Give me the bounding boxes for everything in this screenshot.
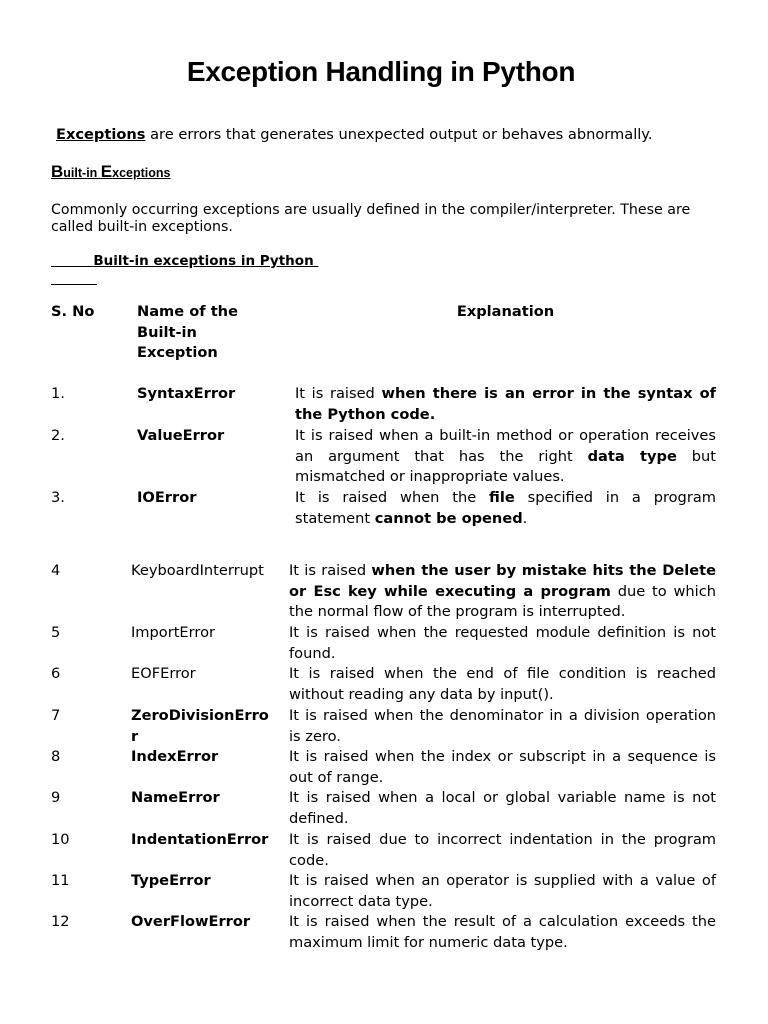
exception-name: IndexError bbox=[131, 748, 219, 765]
row-number: 11 bbox=[51, 872, 70, 889]
intro-term: Exceptions bbox=[56, 126, 146, 143]
exception-name: NameError bbox=[131, 789, 220, 806]
description-paragraph: Commonly occurring exceptions are usually defined in the compiler/interpreter. These are called built-in exceptions. bbox=[51, 202, 691, 235]
page-title: Exception Handling in Python bbox=[186, 56, 576, 87]
explanation-segment: due to which the normal flow of the program is interrupted. bbox=[289, 582, 716, 621]
row-number: 9 bbox=[51, 789, 61, 806]
exception-name: ZeroDivisionError bbox=[131, 707, 269, 745]
exception-explanation bbox=[289, 912, 716, 953]
row-number: 3. bbox=[51, 489, 65, 506]
explanation-segment: It is raised due to incorrect indentation in the program code. bbox=[289, 831, 716, 869]
table-caption bbox=[51, 253, 341, 269]
header-explanation: Explanation bbox=[456, 303, 555, 320]
exception-explanation bbox=[295, 488, 716, 529]
exception-explanation bbox=[295, 384, 716, 425]
exception-explanation bbox=[289, 747, 716, 788]
table-caption-text: Built-in exceptions in Python bbox=[93, 253, 314, 269]
exception-name: ValueError bbox=[137, 427, 225, 444]
explanation-segment: It is raised when the denominator in a division operation is zero. bbox=[289, 707, 716, 745]
exception-name: IndentationError bbox=[131, 831, 269, 848]
explanation-segment: It is raised when an operator is supplied with a value of incorrect data type. bbox=[289, 872, 716, 910]
caption-underline bbox=[51, 284, 97, 285]
exception-explanation bbox=[295, 426, 716, 488]
row-number: 10 bbox=[51, 831, 70, 848]
row-number: 4 bbox=[51, 562, 61, 579]
explanation-segment: cannot be opened bbox=[374, 509, 523, 527]
heading-part: B bbox=[51, 162, 64, 181]
row-number: 8 bbox=[51, 748, 61, 765]
row-number: 6 bbox=[51, 665, 61, 682]
explanation-segment: It is raised bbox=[289, 562, 372, 579]
exception-explanation bbox=[289, 871, 716, 912]
exception-name: ImportError bbox=[131, 624, 216, 641]
exception-explanation bbox=[289, 623, 716, 664]
exception-name: KeyboardInterrupt bbox=[131, 562, 264, 579]
section-heading bbox=[51, 162, 171, 182]
header-name: Name of the Built-in Exception bbox=[137, 303, 238, 362]
explanation-segment: when the user by mistake hits the Delete or Esc key while executing a program bbox=[289, 562, 717, 600]
explanation-segment: It is raised bbox=[295, 385, 382, 402]
heading-part: xceptions bbox=[112, 166, 171, 180]
explanation-segment: specified in a program statement bbox=[295, 489, 716, 527]
explanation-segment: It is raised when a built-in method or operation receives an argument that has the right bbox=[295, 427, 716, 465]
intro-sentence bbox=[56, 126, 653, 143]
heading-part: E bbox=[100, 162, 113, 181]
row-number: 1. bbox=[51, 385, 65, 402]
intro-text: are errors that generates unexpected output or behaves abnormally. bbox=[145, 126, 653, 143]
exception-name: EOFError bbox=[131, 665, 196, 682]
exception-explanation bbox=[289, 788, 716, 829]
exception-explanation bbox=[289, 561, 716, 623]
row-number: 5 bbox=[51, 624, 61, 641]
explanation-segment: It is raised when the result of a calculation exceeds the maximum limit for numeric data type. bbox=[289, 913, 716, 951]
explanation-segment: data type bbox=[587, 447, 677, 465]
exception-explanation bbox=[289, 706, 716, 747]
explanation-segment: It is raised when a local or global variable name is not defined. bbox=[289, 789, 716, 827]
row-number: 2. bbox=[51, 427, 65, 444]
exception-explanation bbox=[289, 830, 716, 871]
explanation-segment: It is raised when the index or subscript in a sequence is out of range. bbox=[289, 748, 716, 786]
heading-part: in bbox=[86, 166, 101, 180]
row-number: 7 bbox=[51, 707, 61, 724]
explanation-segment: It is raised when the requested module definition is not found. bbox=[289, 624, 716, 662]
row-number: 12 bbox=[51, 913, 70, 930]
explanation-segment: file bbox=[489, 489, 515, 506]
explanation-segment: when there is an error in the syntax of the Python code. bbox=[295, 385, 716, 423]
exception-name: OverFlowError bbox=[131, 913, 251, 930]
header-sno: S. No bbox=[51, 303, 95, 320]
explanation-segment: . bbox=[522, 509, 528, 527]
heading-part: uilt- bbox=[63, 166, 87, 180]
exception-name: SyntaxError bbox=[137, 385, 236, 402]
exception-explanation bbox=[289, 664, 716, 705]
explanation-segment: It is raised when the end of file condition is reached without reading any data by input(). bbox=[289, 665, 716, 703]
exception-name: TypeError bbox=[131, 872, 211, 889]
explanation-segment: but mismatched or inappropriate values. bbox=[295, 447, 716, 486]
exception-name: IOError bbox=[137, 489, 197, 506]
explanation-segment: It is raised when the bbox=[295, 489, 490, 506]
